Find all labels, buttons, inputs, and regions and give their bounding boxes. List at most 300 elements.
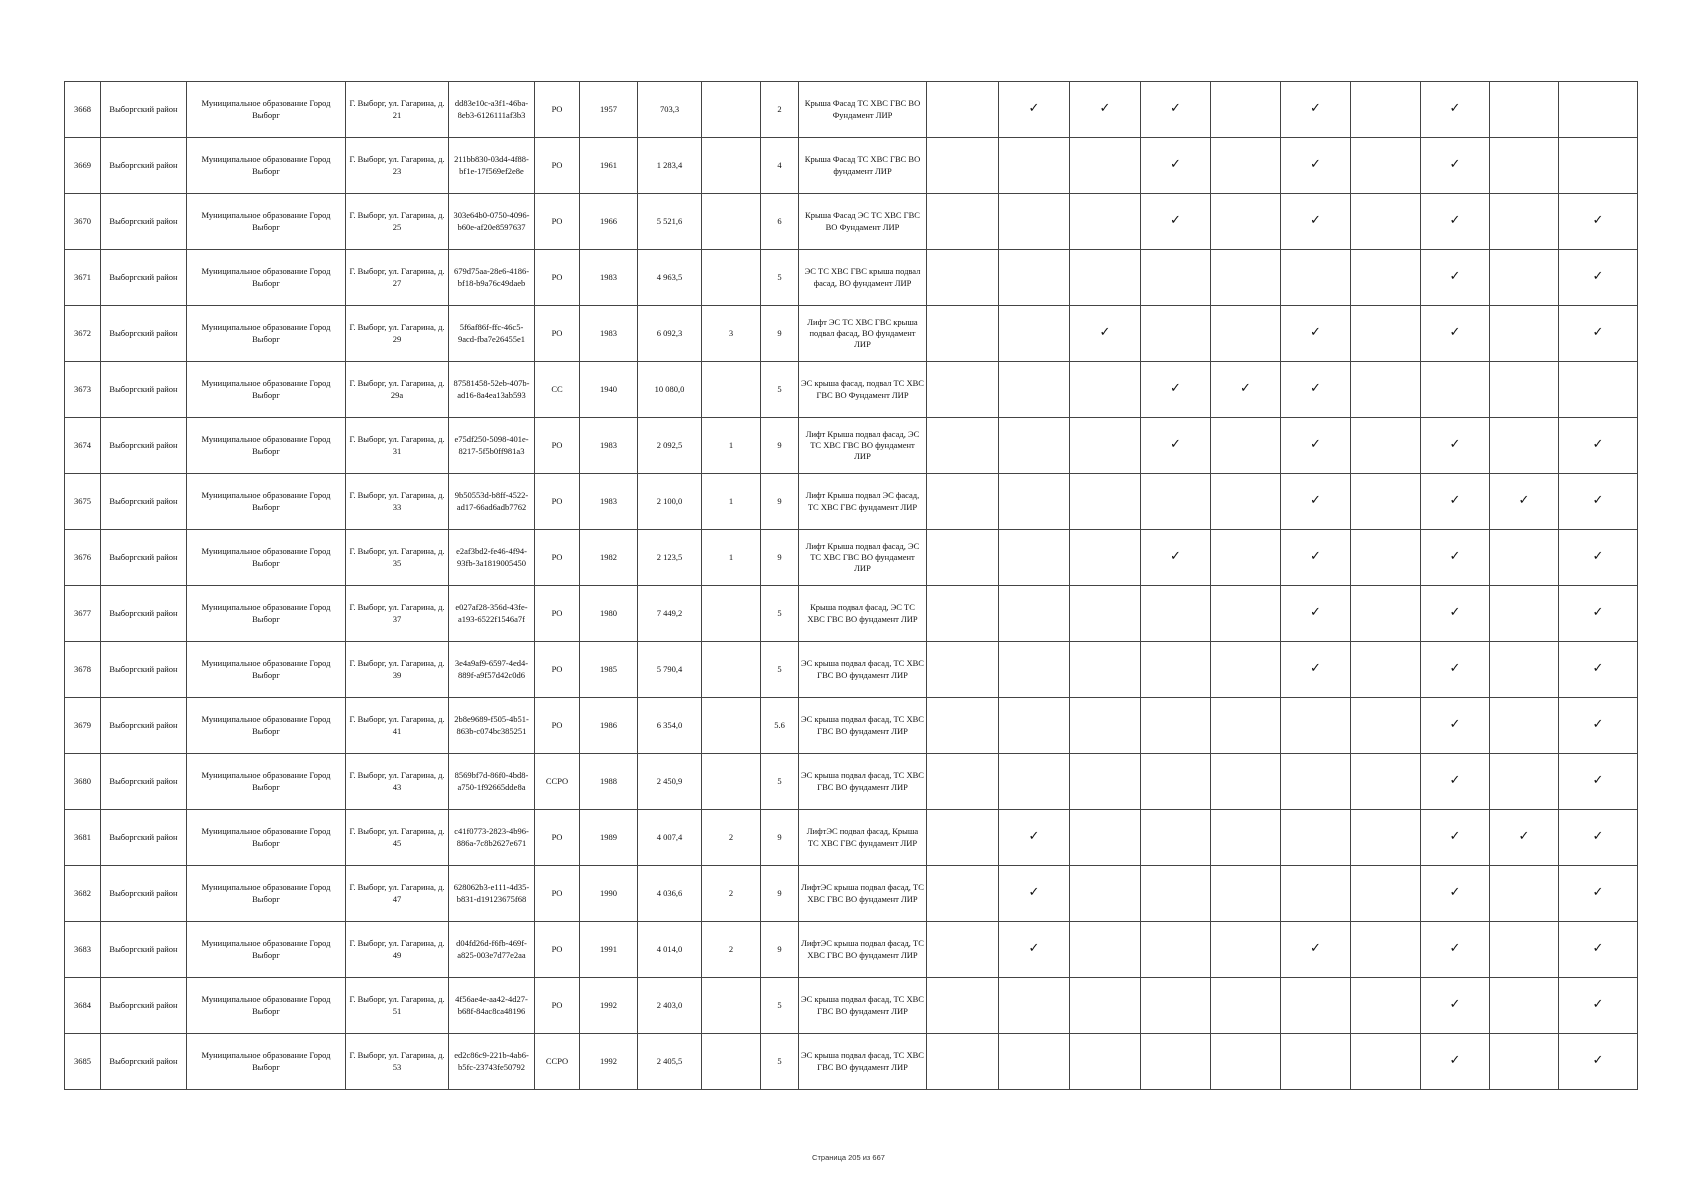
area-cell: 2 403,0 bbox=[638, 978, 702, 1034]
check-cell-7 bbox=[1421, 586, 1490, 642]
municipality-cell: Муниципальное образование Город Выборг bbox=[187, 250, 346, 306]
check-cell-6 bbox=[1351, 418, 1421, 474]
area-cell: 2 450,9 bbox=[638, 754, 702, 810]
check-cell-2 bbox=[1070, 138, 1141, 194]
check-cell-5 bbox=[1281, 474, 1351, 530]
check-cell-6 bbox=[1351, 586, 1421, 642]
municipality-cell: Муниципальное образование Город Выборг bbox=[187, 866, 346, 922]
check-cell-8 bbox=[1490, 866, 1559, 922]
house-guid-cell: 5f6af86f-ffc-46c5-9acd-fba7e26455e1 bbox=[449, 306, 535, 362]
check-mark-icon: ✓ bbox=[1099, 101, 1111, 117]
check-cell-7 bbox=[1421, 698, 1490, 754]
check-cell-5 bbox=[1281, 82, 1351, 138]
check-mark-icon: ✓ bbox=[1310, 213, 1321, 229]
check-cell-1 bbox=[999, 922, 1070, 978]
check-cell-5 bbox=[1281, 138, 1351, 194]
municipality-cell: Муниципальное образование Город Выборг bbox=[187, 642, 346, 698]
check-mark-icon: ✓ bbox=[1310, 941, 1321, 957]
ownership-type-cell: PO bbox=[535, 194, 580, 250]
check-cell-4 bbox=[1211, 306, 1281, 362]
check-mark-icon: ✓ bbox=[1592, 941, 1604, 957]
row-number: 3682 bbox=[65, 866, 101, 922]
house-guid-cell: 3e4a9af9-6597-4ed4-889f-a9f57d42c0d6 bbox=[449, 642, 535, 698]
check-mark-icon: ✓ bbox=[1592, 437, 1604, 453]
check-cell-6 bbox=[1351, 754, 1421, 810]
check-mark-icon: ✓ bbox=[1310, 437, 1321, 453]
check-cell-9 bbox=[1559, 586, 1638, 642]
house-guid-cell: e2af3bd2-fe46-4f94-93fb-3a1819005450 bbox=[449, 530, 535, 586]
floors-cell: 9 bbox=[761, 866, 799, 922]
check-mark-icon: ✓ bbox=[1592, 773, 1604, 789]
area-cell: 2 405,5 bbox=[638, 1034, 702, 1090]
check-cell-8 bbox=[1490, 82, 1559, 138]
check-cell-6 bbox=[1351, 194, 1421, 250]
check-mark-icon: ✓ bbox=[1449, 717, 1461, 733]
check-cell-2 bbox=[1070, 642, 1141, 698]
floors-cell: 2 bbox=[761, 82, 799, 138]
address-cell: Г. Выборг, ул. Гагарина, д. 45 bbox=[346, 810, 449, 866]
check-mark-icon: ✓ bbox=[1518, 493, 1530, 509]
lifts-count-cell bbox=[702, 194, 761, 250]
address-cell: Г. Выборг, ул. Гагарина, д. 51 bbox=[346, 978, 449, 1034]
check-cell-8 bbox=[1490, 250, 1559, 306]
check-cell-9 bbox=[1559, 698, 1638, 754]
build-year-cell: 1990 bbox=[580, 866, 638, 922]
table-row bbox=[65, 82, 1638, 138]
check-cell-9 bbox=[1559, 754, 1638, 810]
check-cell-2 bbox=[1070, 530, 1141, 586]
check-cell-9 bbox=[1559, 978, 1638, 1034]
check-mark-icon: ✓ bbox=[1170, 381, 1181, 397]
check-cell-6 bbox=[1351, 138, 1421, 194]
check-cell-6 bbox=[1351, 1034, 1421, 1090]
check-mark-icon: ✓ bbox=[1449, 101, 1461, 117]
check-cell-1 bbox=[999, 754, 1070, 810]
floors-cell: 9 bbox=[761, 474, 799, 530]
build-year-cell: 1983 bbox=[580, 474, 638, 530]
floors-cell: 9 bbox=[761, 922, 799, 978]
works-list-cell: Крыша Фасад ТС ХВС ГВС ВО Фундамент ЛИР bbox=[799, 82, 927, 138]
check-mark-icon: ✓ bbox=[1028, 829, 1040, 845]
district-cell: Выборгский район bbox=[101, 530, 187, 586]
table-row bbox=[65, 698, 1638, 754]
check-cell-9 bbox=[1559, 250, 1638, 306]
district-cell: Выборгский район bbox=[101, 810, 187, 866]
check-mark-icon: ✓ bbox=[1449, 773, 1461, 789]
housing-register-table bbox=[64, 81, 1638, 1090]
check-cell-7 bbox=[1421, 362, 1490, 418]
check-cell-1 bbox=[999, 474, 1070, 530]
check-mark-icon: ✓ bbox=[1449, 605, 1461, 621]
empty-cell bbox=[927, 978, 999, 1034]
ownership-type-cell: PO bbox=[535, 250, 580, 306]
table-row bbox=[65, 530, 1638, 586]
municipality-cell: Муниципальное образование Город Выборг bbox=[187, 978, 346, 1034]
works-list-cell: ЛифтЭС крыша подвал фасад, ТС ХВС ГВС ВО фундамент ЛИР bbox=[799, 866, 927, 922]
check-cell-4 bbox=[1211, 82, 1281, 138]
district-cell: Выборгский район bbox=[101, 922, 187, 978]
floors-cell: 5 bbox=[761, 586, 799, 642]
check-mark-icon: ✓ bbox=[1518, 829, 1530, 845]
district-cell: Выборгский район bbox=[101, 698, 187, 754]
empty-cell bbox=[927, 698, 999, 754]
check-cell-7 bbox=[1421, 82, 1490, 138]
check-cell-9 bbox=[1559, 306, 1638, 362]
works-list-cell: Лифт Крыша подвал ЭС фасад, ТС ХВС ГВС фундамент ЛИР bbox=[799, 474, 927, 530]
lifts-count-cell bbox=[702, 642, 761, 698]
lifts-count-cell bbox=[702, 978, 761, 1034]
address-cell: Г. Выборг, ул. Гагарина, д. 25 bbox=[346, 194, 449, 250]
floors-cell: 6 bbox=[761, 194, 799, 250]
lifts-count-cell bbox=[702, 698, 761, 754]
works-list-cell: ЛифтЭС подвал фасад, Крыша ТС ХВС ГВС фундамент ЛИР bbox=[799, 810, 927, 866]
check-mark-icon: ✓ bbox=[1170, 437, 1181, 453]
check-cell-3 bbox=[1141, 194, 1211, 250]
check-cell-2 bbox=[1070, 810, 1141, 866]
empty-cell bbox=[927, 82, 999, 138]
district-cell: Выборгский район bbox=[101, 754, 187, 810]
floors-cell: 4 bbox=[761, 138, 799, 194]
district-cell: Выборгский район bbox=[101, 194, 187, 250]
check-mark-icon: ✓ bbox=[1592, 549, 1604, 565]
check-cell-7 bbox=[1421, 642, 1490, 698]
check-cell-7 bbox=[1421, 866, 1490, 922]
check-cell-2 bbox=[1070, 82, 1141, 138]
build-year-cell: 1980 bbox=[580, 586, 638, 642]
check-cell-3 bbox=[1141, 306, 1211, 362]
row-number: 3674 bbox=[65, 418, 101, 474]
floors-cell: 9 bbox=[761, 810, 799, 866]
ownership-type-cell: PO bbox=[535, 418, 580, 474]
table-row bbox=[65, 138, 1638, 194]
works-list-cell: ЭС крыша подвал фасад, ТС ХВС ГВС ВО фундамент ЛИР bbox=[799, 978, 927, 1034]
check-cell-4 bbox=[1211, 362, 1281, 418]
district-cell: Выборгский район bbox=[101, 250, 187, 306]
empty-cell bbox=[927, 418, 999, 474]
build-year-cell: 1983 bbox=[580, 306, 638, 362]
check-cell-1 bbox=[999, 810, 1070, 866]
check-mark-icon: ✓ bbox=[1449, 661, 1461, 677]
check-cell-9 bbox=[1559, 1034, 1638, 1090]
check-cell-4 bbox=[1211, 866, 1281, 922]
house-guid-cell: 303e64b0-0750-4096-b60e-af20e8597637 bbox=[449, 194, 535, 250]
row-number: 3671 bbox=[65, 250, 101, 306]
check-cell-4 bbox=[1211, 530, 1281, 586]
build-year-cell: 1992 bbox=[580, 978, 638, 1034]
check-mark-icon: ✓ bbox=[1028, 885, 1040, 901]
address-cell: Г. Выборг, ул. Гагарина, д. 27 bbox=[346, 250, 449, 306]
check-mark-icon: ✓ bbox=[1449, 1053, 1461, 1069]
lifts-count-cell: 1 bbox=[702, 530, 761, 586]
check-cell-5 bbox=[1281, 194, 1351, 250]
works-list-cell: ЭС крыша подвал фасад, ТС ХВС ГВС ВО фундамент ЛИР bbox=[799, 642, 927, 698]
check-cell-8 bbox=[1490, 922, 1559, 978]
check-cell-7 bbox=[1421, 138, 1490, 194]
build-year-cell: 1940 bbox=[580, 362, 638, 418]
ownership-type-cell: PO bbox=[535, 642, 580, 698]
row-number: 3673 bbox=[65, 362, 101, 418]
check-mark-icon: ✓ bbox=[1028, 101, 1040, 117]
check-cell-7 bbox=[1421, 418, 1490, 474]
area-cell: 1 283,4 bbox=[638, 138, 702, 194]
district-cell: Выборгский район bbox=[101, 82, 187, 138]
check-cell-8 bbox=[1490, 586, 1559, 642]
ownership-type-cell: PO bbox=[535, 810, 580, 866]
house-guid-cell: e027af28-356d-43fe-a193-6522f1546a7f bbox=[449, 586, 535, 642]
ownership-type-cell: CC bbox=[535, 362, 580, 418]
district-cell: Выборгский район bbox=[101, 138, 187, 194]
check-cell-1 bbox=[999, 978, 1070, 1034]
municipality-cell: Муниципальное образование Город Выборг bbox=[187, 474, 346, 530]
build-year-cell: 1957 bbox=[580, 82, 638, 138]
build-year-cell: 1989 bbox=[580, 810, 638, 866]
empty-cell bbox=[927, 1034, 999, 1090]
check-cell-4 bbox=[1211, 698, 1281, 754]
table-row bbox=[65, 306, 1638, 362]
check-cell-6 bbox=[1351, 250, 1421, 306]
check-cell-8 bbox=[1490, 642, 1559, 698]
check-cell-9 bbox=[1559, 642, 1638, 698]
build-year-cell: 1988 bbox=[580, 754, 638, 810]
empty-cell bbox=[927, 810, 999, 866]
check-mark-icon: ✓ bbox=[1170, 101, 1181, 117]
district-cell: Выборгский район bbox=[101, 306, 187, 362]
municipality-cell: Муниципальное образование Город Выборг bbox=[187, 810, 346, 866]
address-cell: Г. Выборг, ул. Гагарина, д. 29а bbox=[346, 362, 449, 418]
house-guid-cell: 4f56ae4e-aa42-4d27-b68f-84ac8ca48196 bbox=[449, 978, 535, 1034]
empty-cell bbox=[927, 866, 999, 922]
area-cell: 7 449,2 bbox=[638, 586, 702, 642]
check-cell-5 bbox=[1281, 418, 1351, 474]
works-list-cell: ЛифтЭС крыша подвал фасад, ТС ХВС ГВС ВО фундамент ЛИР bbox=[799, 922, 927, 978]
check-cell-1 bbox=[999, 194, 1070, 250]
check-cell-4 bbox=[1211, 922, 1281, 978]
check-cell-3 bbox=[1141, 978, 1211, 1034]
check-cell-6 bbox=[1351, 362, 1421, 418]
check-cell-4 bbox=[1211, 1034, 1281, 1090]
address-cell: Г. Выборг, ул. Гагарина, д. 35 bbox=[346, 530, 449, 586]
check-mark-icon: ✓ bbox=[1592, 213, 1604, 229]
build-year-cell: 1983 bbox=[580, 418, 638, 474]
check-cell-2 bbox=[1070, 362, 1141, 418]
check-cell-5 bbox=[1281, 698, 1351, 754]
check-mark-icon: ✓ bbox=[1449, 997, 1461, 1013]
check-cell-4 bbox=[1211, 194, 1281, 250]
check-cell-4 bbox=[1211, 642, 1281, 698]
check-mark-icon: ✓ bbox=[1449, 157, 1461, 173]
check-cell-2 bbox=[1070, 1034, 1141, 1090]
ownership-type-cell: CCPO bbox=[535, 754, 580, 810]
check-cell-1 bbox=[999, 138, 1070, 194]
row-number: 3683 bbox=[65, 922, 101, 978]
table-row bbox=[65, 586, 1638, 642]
check-mark-icon: ✓ bbox=[1449, 437, 1461, 453]
check-mark-icon: ✓ bbox=[1449, 493, 1461, 509]
check-mark-icon: ✓ bbox=[1449, 269, 1461, 285]
row-number: 3675 bbox=[65, 474, 101, 530]
check-mark-icon: ✓ bbox=[1592, 885, 1604, 901]
check-cell-1 bbox=[999, 698, 1070, 754]
check-cell-3 bbox=[1141, 642, 1211, 698]
ownership-type-cell: PO bbox=[535, 530, 580, 586]
check-cell-5 bbox=[1281, 362, 1351, 418]
check-cell-2 bbox=[1070, 306, 1141, 362]
check-cell-4 bbox=[1211, 138, 1281, 194]
municipality-cell: Муниципальное образование Город Выборг bbox=[187, 698, 346, 754]
municipality-cell: Муниципальное образование Город Выборг bbox=[187, 82, 346, 138]
area-cell: 5 790,4 bbox=[638, 642, 702, 698]
check-cell-4 bbox=[1211, 586, 1281, 642]
works-list-cell: Лифт Крыша подвал фасад, ЭС ТС ХВС ГВС ВО фундамент ЛИР bbox=[799, 418, 927, 474]
ownership-type-cell: PO bbox=[535, 138, 580, 194]
lifts-count-cell bbox=[702, 250, 761, 306]
check-mark-icon: ✓ bbox=[1449, 885, 1461, 901]
area-cell: 10 080,0 bbox=[638, 362, 702, 418]
check-cell-8 bbox=[1490, 194, 1559, 250]
check-cell-1 bbox=[999, 530, 1070, 586]
check-cell-5 bbox=[1281, 530, 1351, 586]
check-mark-icon: ✓ bbox=[1310, 381, 1321, 397]
check-cell-5 bbox=[1281, 754, 1351, 810]
check-cell-4 bbox=[1211, 754, 1281, 810]
area-cell: 4 963,5 bbox=[638, 250, 702, 306]
table-row bbox=[65, 250, 1638, 306]
row-number: 3681 bbox=[65, 810, 101, 866]
ownership-type-cell: PO bbox=[535, 866, 580, 922]
check-cell-3 bbox=[1141, 138, 1211, 194]
table-row bbox=[65, 362, 1638, 418]
check-mark-icon: ✓ bbox=[1449, 829, 1461, 845]
area-cell: 2 123,5 bbox=[638, 530, 702, 586]
check-cell-2 bbox=[1070, 586, 1141, 642]
row-number: 3680 bbox=[65, 754, 101, 810]
check-cell-1 bbox=[999, 866, 1070, 922]
house-guid-cell: 211bb830-03d4-4f88-bf1e-17f569ef2e8e bbox=[449, 138, 535, 194]
house-guid-cell: ed2c86c9-221b-4ab6-b5fc-23743fe50792 bbox=[449, 1034, 535, 1090]
lifts-count-cell: 2 bbox=[702, 866, 761, 922]
empty-cell bbox=[927, 194, 999, 250]
ownership-type-cell: PO bbox=[535, 978, 580, 1034]
lifts-count-cell: 1 bbox=[702, 418, 761, 474]
check-cell-1 bbox=[999, 250, 1070, 306]
address-cell: Г. Выборг, ул. Гагарина, д. 37 bbox=[346, 586, 449, 642]
check-mark-icon: ✓ bbox=[1310, 101, 1321, 117]
municipality-cell: Муниципальное образование Город Выборг bbox=[187, 138, 346, 194]
check-cell-1 bbox=[999, 362, 1070, 418]
check-mark-icon: ✓ bbox=[1592, 605, 1604, 621]
row-number: 3685 bbox=[65, 1034, 101, 1090]
check-mark-icon: ✓ bbox=[1592, 717, 1604, 733]
check-cell-3 bbox=[1141, 362, 1211, 418]
district-cell: Выборгский район bbox=[101, 978, 187, 1034]
check-cell-5 bbox=[1281, 1034, 1351, 1090]
table-body bbox=[65, 82, 1638, 1090]
floors-cell: 5 bbox=[761, 1034, 799, 1090]
address-cell: Г. Выборг, ул. Гагарина, д. 21 bbox=[346, 82, 449, 138]
check-cell-4 bbox=[1211, 250, 1281, 306]
check-cell-7 bbox=[1421, 810, 1490, 866]
address-cell: Г. Выборг, ул. Гагарина, д. 43 bbox=[346, 754, 449, 810]
build-year-cell: 1961 bbox=[580, 138, 638, 194]
municipality-cell: Муниципальное образование Город Выборг bbox=[187, 530, 346, 586]
house-guid-cell: 9b50553d-b8ff-4522-ad17-66ad6adb7762 bbox=[449, 474, 535, 530]
works-list-cell: ЭС крыша подвал фасад, ТС ХВС ГВС ВО фундамент ЛИР bbox=[799, 698, 927, 754]
check-cell-3 bbox=[1141, 922, 1211, 978]
ownership-type-cell: PO bbox=[535, 922, 580, 978]
ownership-type-cell: PO bbox=[535, 474, 580, 530]
lifts-count-cell: 2 bbox=[702, 922, 761, 978]
ownership-type-cell: PO bbox=[535, 586, 580, 642]
check-cell-1 bbox=[999, 1034, 1070, 1090]
ownership-type-cell: PO bbox=[535, 698, 580, 754]
house-guid-cell: e75df250-5098-401e-8217-5f5b0ff981a3 bbox=[449, 418, 535, 474]
area-cell: 5 521,6 bbox=[638, 194, 702, 250]
check-mark-icon: ✓ bbox=[1449, 213, 1461, 229]
municipality-cell: Муниципальное образование Город Выборг bbox=[187, 586, 346, 642]
house-guid-cell: dd83e10c-a3f1-46ba-8eb3-6126111af3b3 bbox=[449, 82, 535, 138]
works-list-cell: ЭС крыша подвал фасад, ТС ХВС ГВС ВО фундамент ЛИР bbox=[799, 1034, 927, 1090]
area-cell: 6 092,3 bbox=[638, 306, 702, 362]
address-cell: Г. Выборг, ул. Гагарина, д. 33 bbox=[346, 474, 449, 530]
check-cell-4 bbox=[1211, 978, 1281, 1034]
check-cell-2 bbox=[1070, 754, 1141, 810]
check-cell-3 bbox=[1141, 474, 1211, 530]
check-cell-8 bbox=[1490, 530, 1559, 586]
area-cell: 4 014,0 bbox=[638, 922, 702, 978]
lifts-count-cell bbox=[702, 138, 761, 194]
check-cell-5 bbox=[1281, 250, 1351, 306]
build-year-cell: 1992 bbox=[580, 1034, 638, 1090]
district-cell: Выборгский район bbox=[101, 474, 187, 530]
address-cell: Г. Выборг, ул. Гагарина, д. 49 bbox=[346, 922, 449, 978]
check-mark-icon: ✓ bbox=[1592, 1053, 1604, 1069]
works-list-cell: ЭС ТС ХВС ГВС крыша подвал фасад, ВО фундамент ЛИР bbox=[799, 250, 927, 306]
house-guid-cell: c41f0773-2823-4b96-886a-7c8b2627e671 bbox=[449, 810, 535, 866]
empty-cell bbox=[927, 754, 999, 810]
check-mark-icon: ✓ bbox=[1240, 381, 1251, 397]
check-cell-4 bbox=[1211, 418, 1281, 474]
check-cell-7 bbox=[1421, 530, 1490, 586]
build-year-cell: 1986 bbox=[580, 698, 638, 754]
check-mark-icon: ✓ bbox=[1028, 941, 1040, 957]
empty-cell bbox=[927, 138, 999, 194]
check-mark-icon: ✓ bbox=[1592, 325, 1604, 341]
check-cell-7 bbox=[1421, 306, 1490, 362]
check-cell-7 bbox=[1421, 474, 1490, 530]
check-cell-1 bbox=[999, 586, 1070, 642]
check-cell-4 bbox=[1211, 474, 1281, 530]
address-cell: Г. Выборг, ул. Гагарина, д. 41 bbox=[346, 698, 449, 754]
address-cell: Г. Выборг, ул. Гагарина, д. 53 bbox=[346, 1034, 449, 1090]
municipality-cell: Муниципальное образование Город Выборг bbox=[187, 194, 346, 250]
row-number: 3678 bbox=[65, 642, 101, 698]
check-mark-icon: ✓ bbox=[1170, 213, 1181, 229]
check-cell-1 bbox=[999, 82, 1070, 138]
works-list-cell: ЭС крыша подвал фасад, ТС ХВС ГВС ВО фундамент ЛИР bbox=[799, 754, 927, 810]
check-cell-9 bbox=[1559, 474, 1638, 530]
check-cell-5 bbox=[1281, 810, 1351, 866]
check-mark-icon: ✓ bbox=[1099, 325, 1111, 341]
row-number: 3669 bbox=[65, 138, 101, 194]
check-mark-icon: ✓ bbox=[1310, 493, 1321, 509]
table-row bbox=[65, 194, 1638, 250]
check-cell-9 bbox=[1559, 362, 1638, 418]
row-number: 3679 bbox=[65, 698, 101, 754]
check-mark-icon: ✓ bbox=[1310, 157, 1321, 173]
check-mark-icon: ✓ bbox=[1170, 549, 1181, 565]
empty-cell bbox=[927, 306, 999, 362]
check-cell-3 bbox=[1141, 250, 1211, 306]
